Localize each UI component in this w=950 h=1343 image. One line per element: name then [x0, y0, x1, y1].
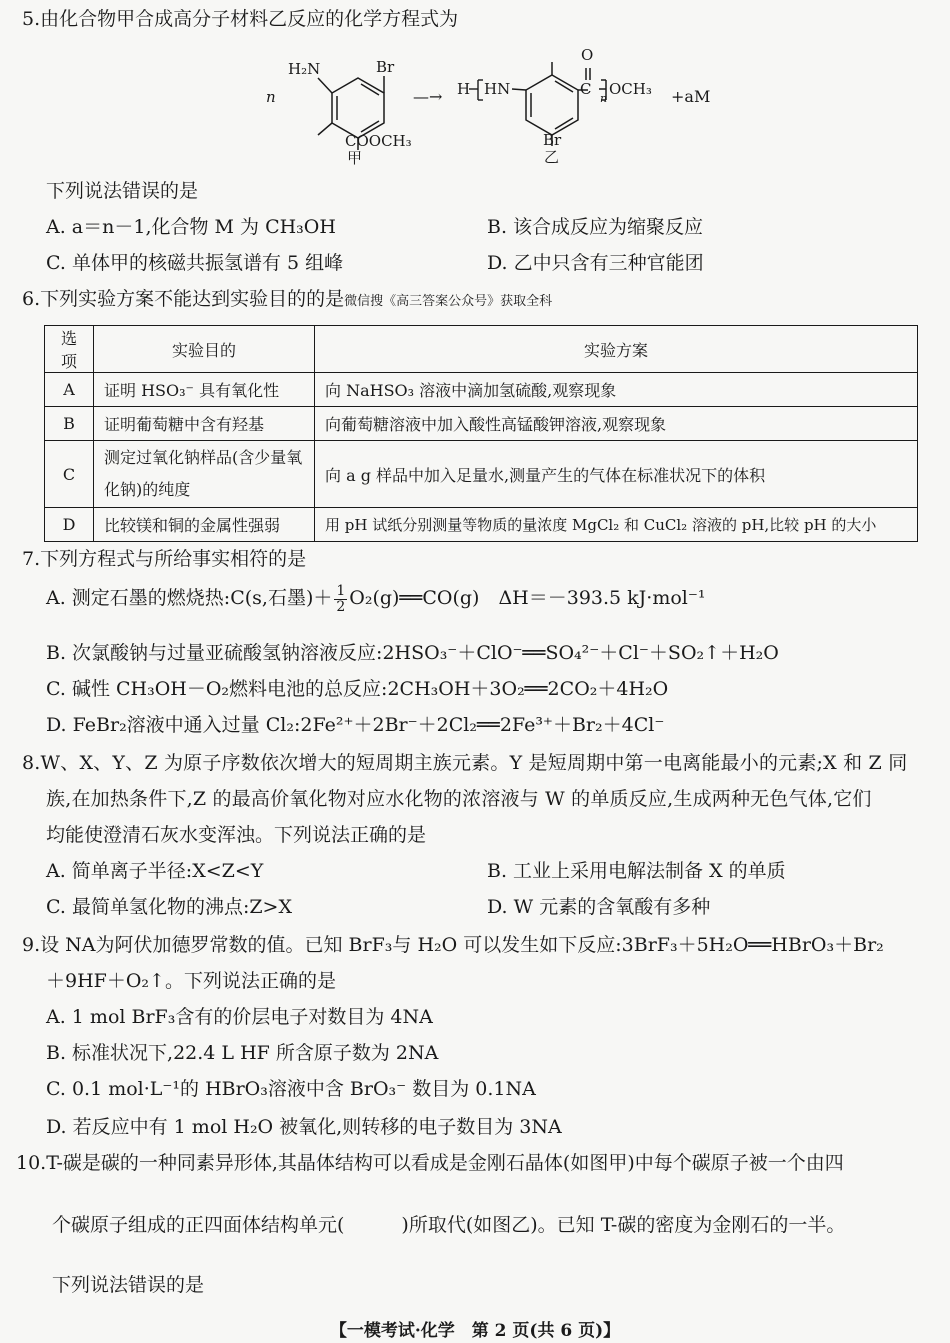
q9-option-d: D. 若反应中有 1 mol H₂O 被氧化,则转移的电子数目为 3NA	[46, 1116, 562, 1138]
q6-stem-line	[22, 288, 552, 311]
q6-row-d-plan: 用 pH 试纸分别测量等物质的量浓度 MgCl₂ 和 CuCl₂ 溶液的 pH,比较 pH 的大小	[315, 508, 918, 542]
q5-option-d: D. 乙中只含有三种官能团	[487, 252, 704, 274]
q7-option-a-post: O₂(g)══CO(g) ΔH＝－393.5 kJ·mol⁻¹	[349, 587, 706, 610]
q7-stem: 7.下列方程式与所给事实相符的是	[22, 548, 307, 570]
q7-fraction-numerator: 1	[336, 583, 346, 599]
q6-row-a	[45, 373, 918, 407]
q6-row-a-goal: 证明 HSO₃⁻ 具有氧化性	[94, 373, 315, 407]
q9-option-b: B. 标准状况下,22.4 L HF 所含原子数为 2NA	[46, 1042, 439, 1064]
q7-half-fraction	[334, 584, 347, 614]
q5-option-c: C. 单体甲的核磁共振氢谱有 5 组峰	[46, 252, 344, 274]
q8-option-a: A. 简单离子半径:X<Z<Y	[46, 860, 264, 882]
q6-row-c-option: C	[45, 441, 94, 508]
q5-h-prefix: H	[457, 80, 471, 98]
q6-row-d	[45, 508, 918, 542]
q6-row-d-option: D	[45, 508, 94, 542]
q9-option-c: C. 0.1 mol·L⁻¹的 HBrO₃溶液中含 BrO₃⁻ 数目为 0.1NA	[46, 1078, 536, 1100]
q5-label-jia: 甲	[347, 149, 363, 167]
q5-cooch3-label: COOCH₃	[345, 132, 412, 150]
q6-header-goal: 实验目的	[94, 326, 315, 373]
q6-table	[44, 325, 918, 542]
q9-line-1: 9.设 NA为阿伏加德罗常数的值。已知 BrF₃与 H₂O 可以发生如下反应:3BrF₃＋5H₂O══HBrO₃＋Br₂	[22, 934, 884, 956]
q7-option-a-pre: A. 测定石墨的燃烧热:C(s,石墨)＋	[46, 587, 333, 610]
q8-option-c: C. 最简单氢化物的沸点:Z>X	[46, 896, 292, 918]
q5-och3-label: OCH₃	[609, 80, 652, 98]
q6-row-b-goal: 证明葡萄糖中含有羟基	[94, 407, 315, 441]
q5-n-subscript: n	[600, 92, 608, 105]
q10-line-1: 10.T-碳是碳的一种同素异形体,其晶体结构可以看成是金刚石晶体(如图甲)中每个碳原子被一个由四	[16, 1152, 844, 1174]
q6-table-header	[45, 326, 918, 373]
q5-plus-am: +aM	[671, 87, 711, 106]
q6-row-c	[45, 441, 918, 508]
q6-row-b-plan: 向葡萄糖溶液中加入酸性高锰酸钾溶液,观察现象	[315, 407, 918, 441]
q5-stem: 5.由化合物甲合成高分子材料乙反应的化学方程式为	[22, 8, 459, 30]
q6-header-option: 选项	[45, 326, 94, 373]
q5-reaction-scheme	[0, 38, 950, 173]
page-footer: 【一模考试·化学 第 2 页(共 6 页)】	[329, 1321, 621, 1341]
q6-row-d-goal: 比较镁和铜的金属性强弱	[94, 508, 315, 542]
q6-stem: 6.下列实验方案不能达到实验目的的是	[22, 288, 345, 310]
q5-o-label: O	[581, 46, 594, 64]
q7-option-a	[46, 584, 706, 614]
q5-br2-label: Br	[543, 131, 562, 149]
q6-row-a-option: A	[45, 373, 94, 407]
q6-row-c-plan: 向 a g 样品中加入足量水,测量产生的气体在标准状况下的体积	[315, 441, 918, 508]
q10-prompt: 下列说法错误的是	[52, 1274, 205, 1296]
q6-row-b-option: B	[45, 407, 94, 441]
q6-header-plan: 实验方案	[315, 326, 918, 373]
q6-note: 微信搜《高三答案公众号》获取全科	[344, 294, 553, 309]
q8-line-1: 8.W、X、Y、Z 为原子序数依次增大的短周期主族元素。Y 是短周期中第一电离能最小的元素;X 和 Z 同	[22, 752, 908, 774]
q5-n-coefficient: n	[266, 88, 276, 106]
q5-prompt: 下列说法错误的是	[46, 180, 199, 202]
q5-h2n-label: H₂N	[288, 60, 321, 78]
q5-arrow: —→	[413, 87, 443, 106]
q8-option-b: B. 工业上采用电解法制备 X 的单质	[487, 860, 786, 882]
q8-line-2: 族,在加热条件下,Z 的最高价氧化物对应水化物的浓溶液与 W 的单质反应,生成两种无色气体,它们	[46, 788, 872, 810]
q9-option-a: A. 1 mol BrF₃含有的价层电子对数目为 4NA	[46, 1006, 433, 1028]
q6-row-c-goal: 测定过氧化钠样品(含少量氧化钠)的纯度	[94, 441, 315, 508]
q5-label-yi: 乙	[544, 148, 560, 166]
q7-option-c: C. 碱性 CH₃OH－O₂燃料电池的总反应:2CH₃OH＋3O₂══2CO₂＋4H₂O	[46, 678, 669, 700]
q5-hn-label: HN	[484, 80, 511, 98]
q5-option-b: B. 该合成反应为缩聚反应	[487, 216, 704, 238]
q5-c-label: C	[580, 80, 592, 98]
q8-option-d: D. W 元素的含氧酸有多种	[487, 896, 711, 918]
q5-option-a: A. a＝n－1,化合物 M 为 CH₃OH	[46, 216, 336, 238]
q7-fraction-denominator: 2	[336, 598, 346, 615]
q6-row-a-plan: 向 NaHSO₃ 溶液中滴加氢硫酸,观察现象	[315, 373, 918, 407]
q9-line-2: ＋9HF＋O₂↑。下列说法正确的是	[46, 970, 336, 992]
q6-row-b	[45, 407, 918, 441]
q5-bracket-left	[469, 80, 483, 100]
q8-line-3: 均能使澄清石灰水变浑浊。下列说法正确的是	[46, 824, 427, 846]
q7-option-d: D. FeBr₂溶液中通入过量 Cl₂:2Fe²⁺＋2Br⁻＋2Cl₂══2Fe³⁺＋Br₂＋4Cl⁻	[46, 714, 665, 736]
q7-option-b: B. 次氯酸钠与过量亚硫酸氢钠溶液反应:2HSO₃⁻＋ClO⁻══SO₄²⁻＋Cl⁻＋SO₂↑＋H₂O	[46, 642, 779, 664]
q10-line-2: 个碳原子组成的正四面体结构单元( )所取代(如图乙)。已知 T-碳的密度为金刚石的一半。	[52, 1214, 846, 1236]
q5-br-label: Br	[376, 58, 395, 76]
